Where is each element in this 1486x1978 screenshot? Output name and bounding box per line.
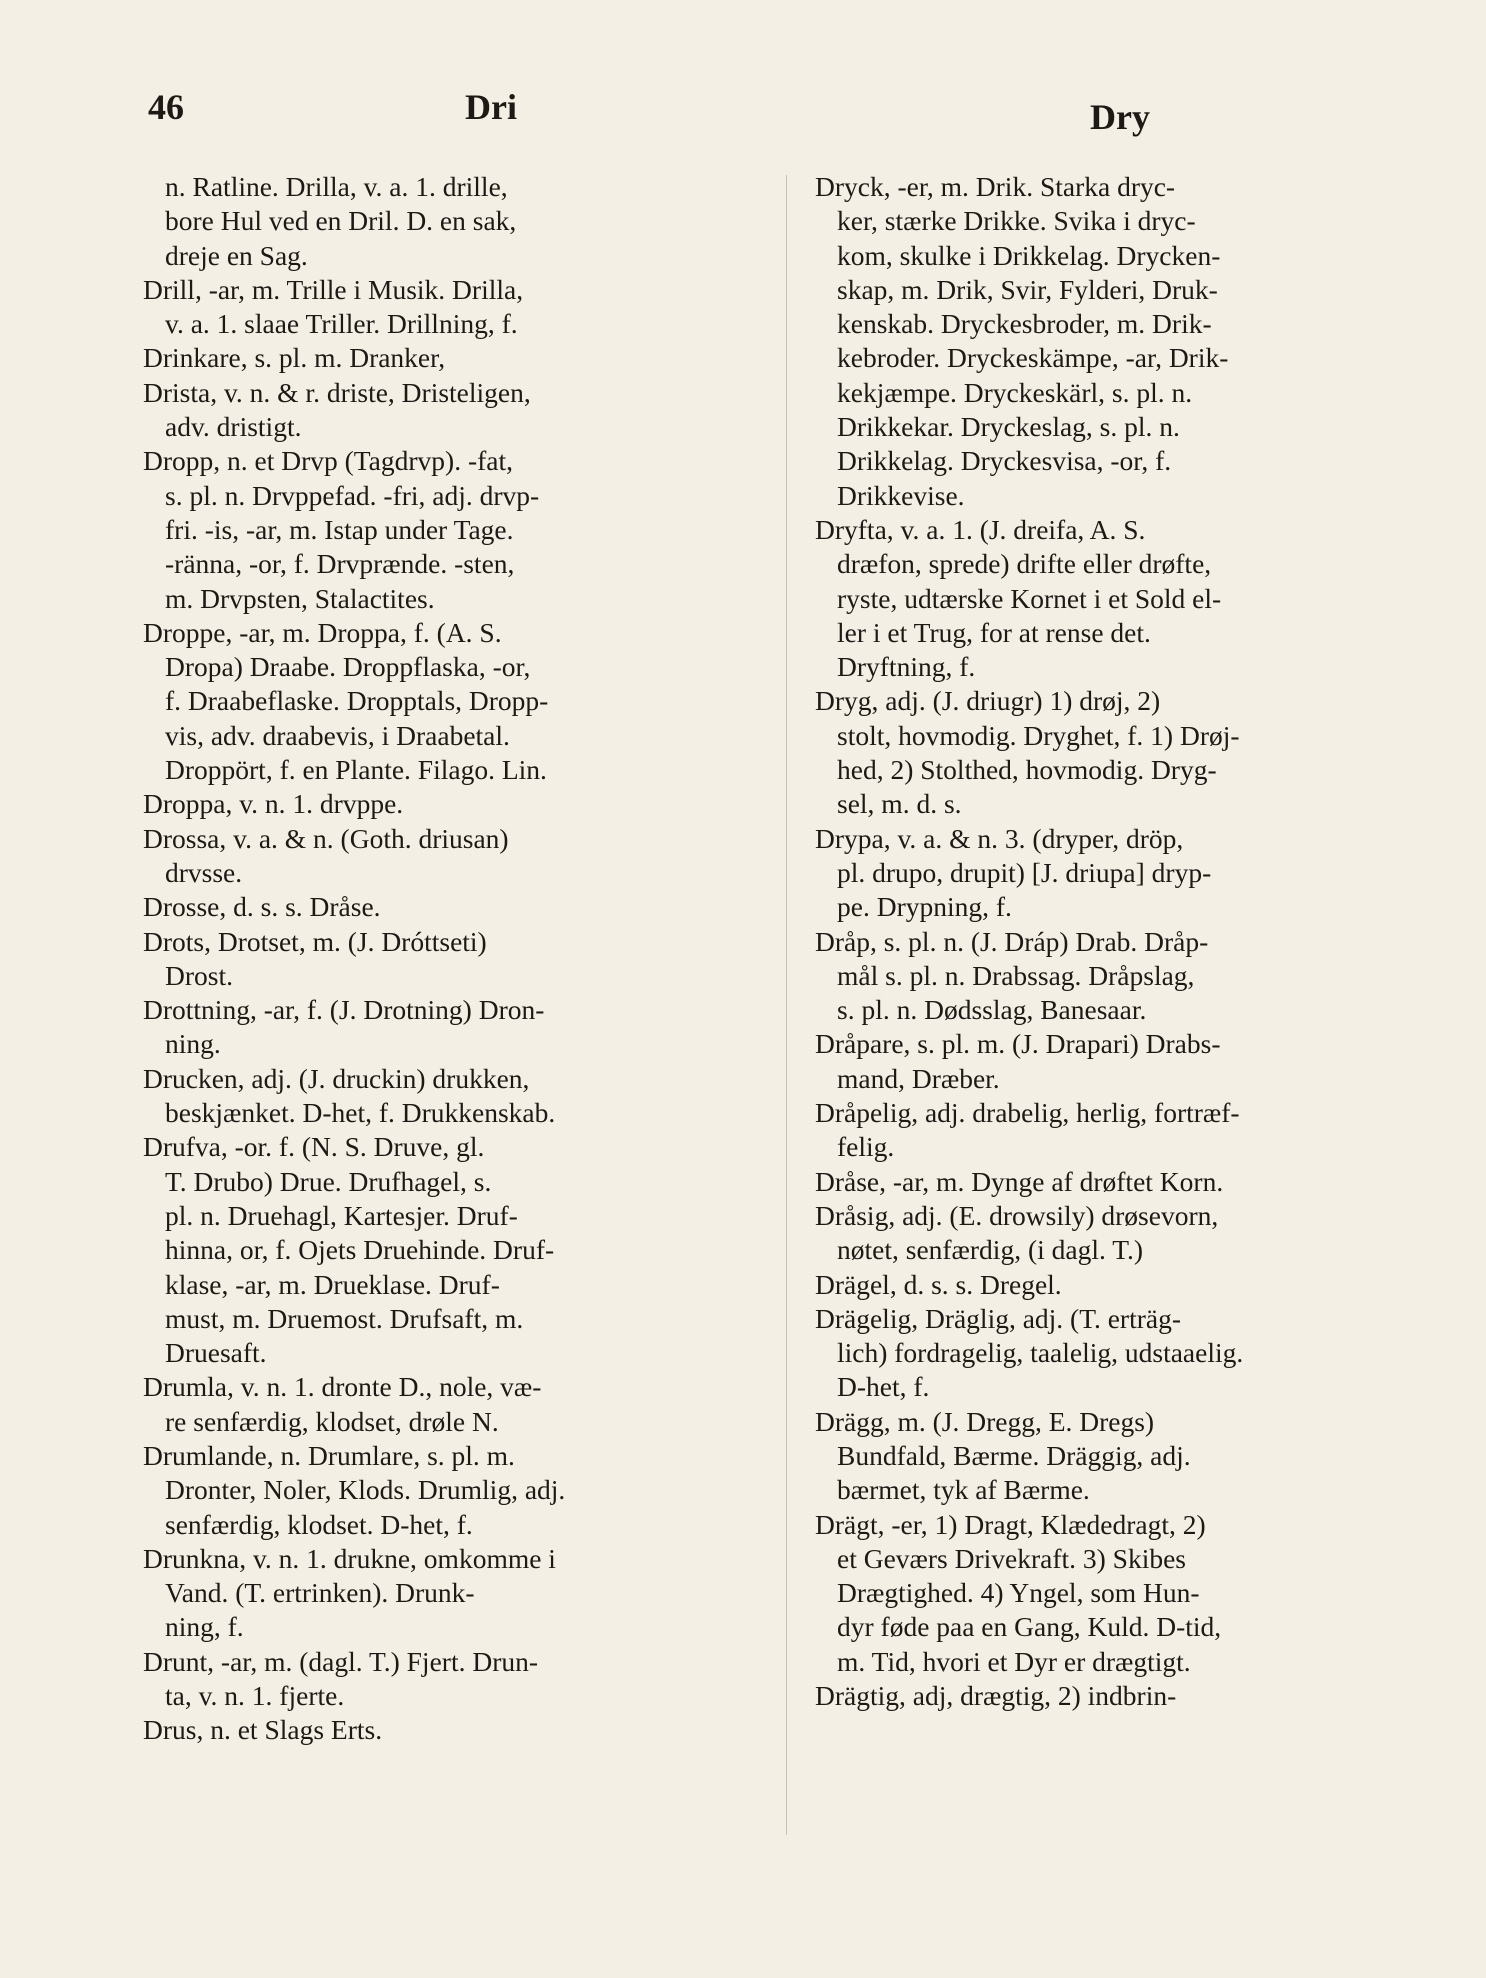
dictionary-line: fri. -is, -ar, m. Istap under Tage. <box>165 513 514 545</box>
dictionary-line: m. Drvpsten, Stalactites. <box>165 582 435 614</box>
dictionary-line: Droppe, -ar, m. Droppa, f. (A. S. <box>143 616 502 648</box>
dictionary-line: s. pl. n. Dødsslag, Banesaar. <box>837 994 1147 1026</box>
dictionary-line: sel, m. d. s. <box>837 788 962 820</box>
dictionary-line: mand, Dræber. <box>837 1062 1000 1094</box>
dictionary-line: Drots, Drotset, m. (J. Dróttseti) <box>143 925 487 957</box>
dictionary-line: beskjænket. D-het, f. Drukkenskab. <box>165 1097 556 1129</box>
dictionary-line: D-het, f. <box>837 1371 930 1403</box>
dictionary-line: Drottning, -ar, f. (J. Drotning) Dron- <box>143 994 545 1026</box>
dictionary-line: v. a. 1. slaae Triller. Drillning, f. <box>165 308 518 340</box>
column-divider <box>786 175 787 1835</box>
dictionary-line: must, m. Druemost. Drufsaft, m. <box>165 1302 524 1334</box>
dictionary-line: ning. <box>165 1028 221 1060</box>
dictionary-line: -ränna, -or, f. Drvprænde. -sten, <box>165 548 515 580</box>
dictionary-line: re senfærdig, klodset, drøle N. <box>165 1405 499 1437</box>
right-guide-word: Dry <box>1090 97 1150 137</box>
dictionary-line: Drägtig, adj, drægtig, 2) indbrin- <box>815 1680 1177 1712</box>
dictionary-line: Vand. (T. ertrinken). Drunk- <box>165 1577 475 1609</box>
dictionary-line: Drucken, adj. (J. druckin) drukken, <box>143 1062 530 1094</box>
dictionary-line: Drägel, d. s. s. Dregel. <box>815 1268 1062 1300</box>
dictionary-line: ryste, udtærske Kornet i et Sold el- <box>837 582 1222 614</box>
dictionary-line: Drumla, v. n. 1. dronte D., nole, væ- <box>143 1371 542 1403</box>
dictionary-line: Drägelig, Dräglig, adj. (T. erträg- <box>815 1302 1181 1334</box>
dictionary-line: Droppa, v. n. 1. drvppe. <box>143 788 404 820</box>
dictionary-line: Dråp, s. pl. n. (J. Dráp) Drab. Dråp- <box>815 925 1209 957</box>
dictionary-line: Drægtighed. 4) Yngel, som Hun- <box>837 1577 1200 1609</box>
dictionary-line: m. Tid, hvori et Dyr er drægtigt. <box>837 1645 1191 1677</box>
dictionary-line: Drinkare, s. pl. m. Dranker, <box>143 342 446 374</box>
dictionary-line: skap, m. Drik, Svir, Fylderi, Druk- <box>837 273 1218 305</box>
dictionary-line: Dråpare, s. pl. m. (J. Drapari) Drabs- <box>815 1028 1221 1060</box>
dictionary-line: Drista, v. n. & r. driste, Dristeligen, <box>143 376 531 408</box>
dictionary-line: Drossa, v. a. & n. (Goth. driusan) <box>143 822 509 854</box>
dictionary-line: ning, f. <box>165 1611 244 1643</box>
page-number: 46 <box>148 87 184 127</box>
dictionary-line: Druesaft. <box>165 1337 267 1369</box>
dictionary-line: klase, -ar, m. Drueklase. Druf- <box>165 1268 500 1300</box>
dictionary-line: Drägt, -er, 1) Dragt, Klædedragt, 2) <box>815 1508 1206 1540</box>
dictionary-line: felig. <box>837 1131 895 1163</box>
dictionary-line: Dryg, adj. (J. driugr) 1) drøj, 2) <box>815 685 1161 717</box>
dictionary-line: hinna, or, f. Ojets Druehinde. Druf- <box>165 1234 555 1266</box>
dictionary-line: Drufva, -or. f. (N. S. Druve, gl. <box>143 1131 485 1163</box>
page-header <box>140 80 1346 150</box>
dictionary-line: bore Hul ved en Dril. D. en sak, <box>165 205 517 237</box>
dictionary-line: vis, adv. draabevis, i Draabetal. <box>165 719 510 751</box>
dictionary-line: ta, v. n. 1. fjerte. <box>165 1680 345 1712</box>
dictionary-line: drvsse. <box>165 856 243 888</box>
dictionary-line: Dryck, -er, m. Drik. Starka dryc- <box>815 171 1176 202</box>
dictionary-line: Dronter, Noler, Klods. Drumlig, adj. <box>165 1474 566 1506</box>
dictionary-line: Dropp, n. et Drvp (Tagdrvp). -fat, <box>143 445 513 477</box>
dictionary-line: Drägg, m. (J. Dregg, E. Dregs) <box>815 1405 1155 1437</box>
dictionary-line: dræfon, sprede) drifte eller drøfte, <box>837 548 1212 580</box>
dictionary-line: lich) fordragelig, taalelig, udstaaelig. <box>837 1337 1244 1369</box>
dictionary-line: Dryftning, f. <box>837 651 976 683</box>
dictionary-line: f. Draabeflaske. Dropptals, Dropp- <box>165 685 549 717</box>
dictionary-line: T. Drubo) Drue. Drufhagel, s. <box>165 1165 492 1197</box>
dictionary-line: dreje en Sag. <box>165 239 308 271</box>
dictionary-line: kekjæmpe. Dryckeskärl, s. pl. n. <box>837 376 1193 408</box>
dictionary-line: Drikkevise. <box>837 479 965 511</box>
dictionary-line: Drunt, -ar, m. (dagl. T.) Fjert. Drun- <box>143 1645 539 1677</box>
dictionary-line: ler i et Trug, for at rense det. <box>837 616 1151 648</box>
dictionary-line: Drill, -ar, m. Trille i Musik. Drilla, <box>143 273 524 305</box>
dictionary-line: Drikkelag. Dryckesvisa, -or, f. <box>837 445 1172 477</box>
dictionary-line: pe. Drypning, f. <box>837 891 1012 923</box>
dictionary-line: kebroder. Dryckeskämpe, -ar, Drik- <box>837 342 1229 374</box>
dictionary-line: senfærdig, klodset. D-het, f. <box>165 1508 473 1540</box>
dictionary-line: Dråsig, adj. (E. drowsily) drøsevorn, <box>815 1199 1219 1231</box>
dictionary-line: nøtet, senfærdig, (i dagl. T.) <box>837 1234 1144 1266</box>
dictionary-line: et Geværs Drivekraft. 3) Skibes <box>837 1542 1187 1574</box>
dictionary-line: bærmet, tyk af Bærme. <box>837 1474 1090 1506</box>
dictionary-line: stolt, hovmodig. Dryghet, f. 1) Drøj- <box>837 719 1240 751</box>
right-column <box>815 170 1450 1713</box>
left-guide-word: Dri <box>465 87 517 127</box>
dictionary-line: n. Ratline. Drilla, v. a. 1. drille, <box>165 171 508 202</box>
dictionary-line: kom, skulke i Drikkelag. Drycken- <box>837 239 1221 271</box>
dictionary-line: Dryfta, v. a. 1. (J. dreifa, A. S. <box>815 513 1146 545</box>
dictionary-line: Dropa) Draabe. Droppflaska, -or, <box>165 651 531 683</box>
dictionary-line: Dråpelig, adj. drabelig, herlig, fortræf- <box>815 1097 1240 1129</box>
dictionary-line: Dråse, -ar, m. Dynge af drøftet Korn. <box>815 1165 1224 1197</box>
dictionary-line: hed, 2) Stolthed, hovmodig. Dryg- <box>837 754 1217 786</box>
dictionary-line: kenskab. Dryckesbroder, m. Drik- <box>837 308 1212 340</box>
dictionary-line: Drikkekar. Dryckeslag, s. pl. n. <box>837 411 1180 443</box>
dictionary-line: Drus, n. et Slags Erts. <box>143 1714 383 1746</box>
dictionary-line: s. pl. n. Drvppefad. -fri, adj. drvp- <box>165 479 540 511</box>
dictionary-line: dyr føde paa en Gang, Kuld. D-tid, <box>837 1611 1222 1643</box>
dictionary-line: Drumlande, n. Drumlare, s. pl. m. <box>143 1439 515 1471</box>
dictionary-line: adv. dristigt. <box>165 411 302 443</box>
dictionary-line: pl. drupo, drupit) [J. driupa] dryp- <box>837 856 1212 888</box>
dictionary-line: ker, stærke Drikke. Svika i dryc- <box>837 205 1196 237</box>
dictionary-line: Droppört, f. en Plante. Filago. Lin. <box>165 754 547 786</box>
left-column <box>143 170 778 1748</box>
dictionary-line: Drunkna, v. n. 1. drukne, omkomme i <box>143 1542 556 1574</box>
dictionary-line: Drosse, d. s. s. Dråse. <box>143 891 381 923</box>
dictionary-line: Bundfald, Bærme. Dräggig, adj. <box>837 1439 1191 1471</box>
dictionary-line: pl. n. Druehagl, Kartesjer. Druf- <box>165 1199 518 1231</box>
dictionary-line: Drost. <box>165 959 233 991</box>
dictionary-line: Drypa, v. a. & n. 3. (dryper, dröp, <box>815 822 1184 854</box>
dictionary-line: mål s. pl. n. Drabssag. Dråpslag, <box>837 959 1195 991</box>
